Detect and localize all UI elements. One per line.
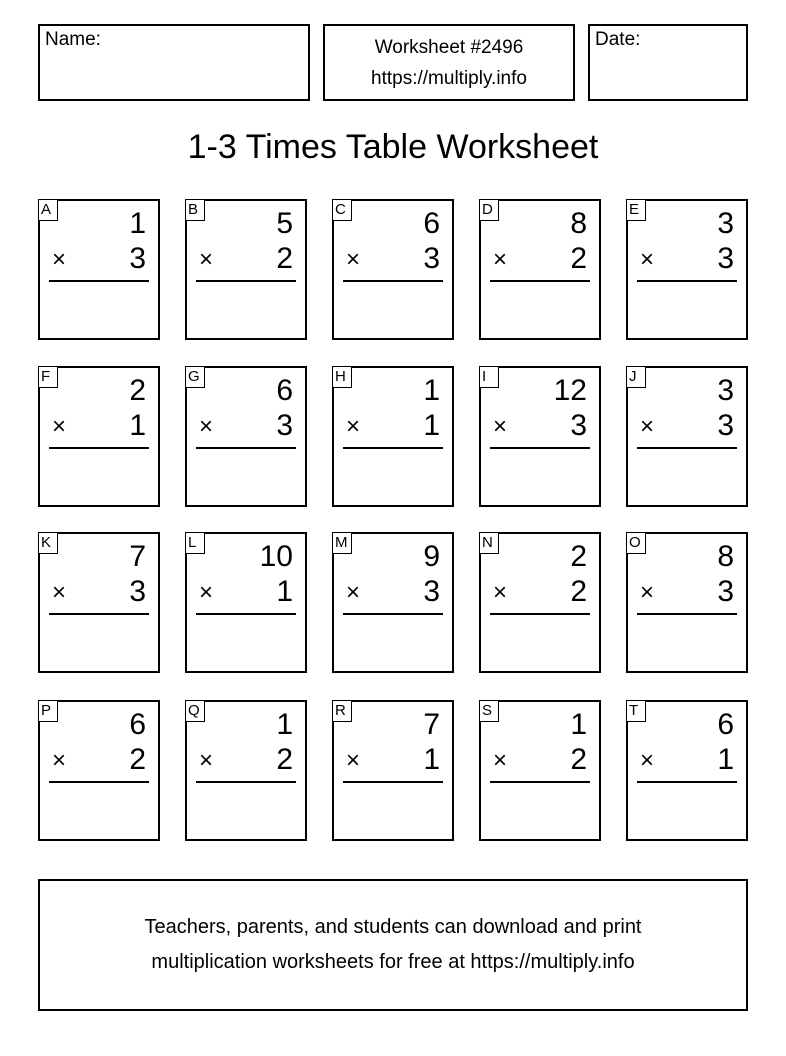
times-icon: × (493, 579, 508, 606)
answer-line (49, 781, 149, 783)
multiplicand: 7 (129, 540, 146, 573)
name-label: Name: (45, 29, 101, 50)
answer-line (343, 447, 443, 449)
multiplicand: 2 (570, 540, 587, 573)
multiplicand: 2 (129, 374, 146, 407)
multiplier: 2 (276, 743, 293, 776)
answer-line (196, 781, 296, 783)
answer-line (343, 781, 443, 783)
multiplier: 3 (423, 575, 440, 608)
answer-line (343, 613, 443, 615)
footer-line-1: Teachers, parents, and students can download and print (144, 916, 642, 938)
multiplicand: 8 (570, 207, 587, 240)
multiplicand: 12 (553, 374, 587, 407)
multiplier: 3 (717, 575, 734, 608)
multiplier: 3 (129, 242, 146, 275)
multiplicand: 6 (129, 708, 146, 741)
problem-card (185, 199, 307, 340)
multiplier: 1 (423, 743, 440, 776)
multiplicand: 3 (717, 374, 734, 407)
answer-line (49, 613, 149, 615)
multiplier: 3 (423, 242, 440, 275)
problem-letter: H (332, 366, 352, 388)
multiplier: 3 (717, 242, 734, 275)
problem-letter: Q (185, 700, 205, 722)
multiplicand: 6 (717, 708, 734, 741)
answer-line (196, 280, 296, 282)
problem-card (332, 532, 454, 673)
times-icon: × (199, 246, 214, 273)
problem-letter: T (626, 700, 646, 722)
multiplier: 3 (129, 575, 146, 608)
problem-card (38, 366, 160, 507)
multiplicand: 8 (717, 540, 734, 573)
problem-letter: J (626, 366, 646, 388)
problem-letter: C (332, 199, 352, 221)
problem-card (185, 700, 307, 841)
multiplicand: 5 (276, 207, 293, 240)
problem-card (479, 700, 601, 841)
answer-line (637, 280, 737, 282)
answer-line (490, 781, 590, 783)
multiplier: 3 (570, 409, 587, 442)
problem-letter: I (479, 366, 499, 388)
problem-card (332, 700, 454, 841)
multiplier: 1 (129, 409, 146, 442)
footer-line-2: multiplication worksheets for free at https://multiply.info (151, 951, 635, 973)
multiplier: 2 (129, 743, 146, 776)
problem-letter: P (38, 700, 58, 722)
page-title: 1-3 Times Table Worksheet (187, 128, 599, 166)
problem-letter: M (332, 532, 352, 554)
multiplier: 1 (276, 575, 293, 608)
times-icon: × (640, 747, 655, 774)
times-icon: × (346, 579, 361, 606)
problem-card (185, 366, 307, 507)
multiplicand: 1 (276, 708, 293, 741)
answer-line (637, 613, 737, 615)
answer-line (490, 280, 590, 282)
times-icon: × (346, 413, 361, 440)
times-icon: × (346, 246, 361, 273)
multiplicand: 7 (423, 708, 440, 741)
problem-letter: B (185, 199, 205, 221)
answer-line (49, 447, 149, 449)
multiplicand: 1 (423, 374, 440, 407)
answer-line (637, 781, 737, 783)
times-icon: × (199, 579, 214, 606)
footer-box (38, 879, 748, 1011)
multiplier: 3 (717, 409, 734, 442)
times-icon: × (493, 413, 508, 440)
times-icon: × (52, 413, 67, 440)
multiplier: 2 (570, 575, 587, 608)
multiplicand: 6 (276, 374, 293, 407)
answer-line (637, 447, 737, 449)
problem-letter: D (479, 199, 499, 221)
multiplier: 3 (276, 409, 293, 442)
times-icon: × (640, 413, 655, 440)
multiplicand: 9 (423, 540, 440, 573)
times-icon: × (199, 413, 214, 440)
answer-line (49, 280, 149, 282)
problem-letter: A (38, 199, 58, 221)
worksheet-number: Worksheet #2496 (374, 36, 524, 58)
multiplicand: 1 (570, 708, 587, 741)
multiplier: 1 (423, 409, 440, 442)
times-icon: × (493, 747, 508, 774)
multiplier: 1 (717, 743, 734, 776)
problem-card (38, 532, 160, 673)
problem-card (479, 532, 601, 673)
multiplier: 2 (570, 242, 587, 275)
date-label: Date: (595, 29, 641, 50)
times-icon: × (346, 747, 361, 774)
multiplier: 2 (570, 743, 587, 776)
problem-card (38, 199, 160, 340)
multiplicand: 3 (717, 207, 734, 240)
multiplicand: 6 (423, 207, 440, 240)
problem-card (332, 199, 454, 340)
problem-letter: N (479, 532, 499, 554)
times-icon: × (199, 747, 214, 774)
problem-letter: F (38, 366, 58, 388)
multiplicand: 1 (129, 207, 146, 240)
multiplicand: 10 (259, 540, 293, 573)
problem-card (626, 700, 748, 841)
problem-card (626, 199, 748, 340)
problem-letter: R (332, 700, 352, 722)
times-icon: × (52, 579, 67, 606)
times-icon: × (52, 747, 67, 774)
worksheet-url: https://multiply.info (371, 67, 527, 89)
times-icon: × (640, 246, 655, 273)
times-icon: × (640, 579, 655, 606)
problem-card (332, 366, 454, 507)
problem-card (626, 532, 748, 673)
times-icon: × (493, 246, 508, 273)
problem-letter: O (626, 532, 646, 554)
problem-card (479, 366, 601, 507)
answer-line (343, 280, 443, 282)
problem-letter: E (626, 199, 646, 221)
problem-letter: S (479, 700, 499, 722)
answer-line (196, 613, 296, 615)
times-icon: × (52, 246, 67, 273)
problem-letter: G (185, 366, 205, 388)
answer-line (490, 613, 590, 615)
problem-card (38, 700, 160, 841)
problem-card (626, 366, 748, 507)
multiplier: 2 (276, 242, 293, 275)
problem-letter: L (185, 532, 205, 554)
answer-line (490, 447, 590, 449)
problem-card (479, 199, 601, 340)
problem-letter: K (38, 532, 58, 554)
answer-line (196, 447, 296, 449)
problem-card (185, 532, 307, 673)
